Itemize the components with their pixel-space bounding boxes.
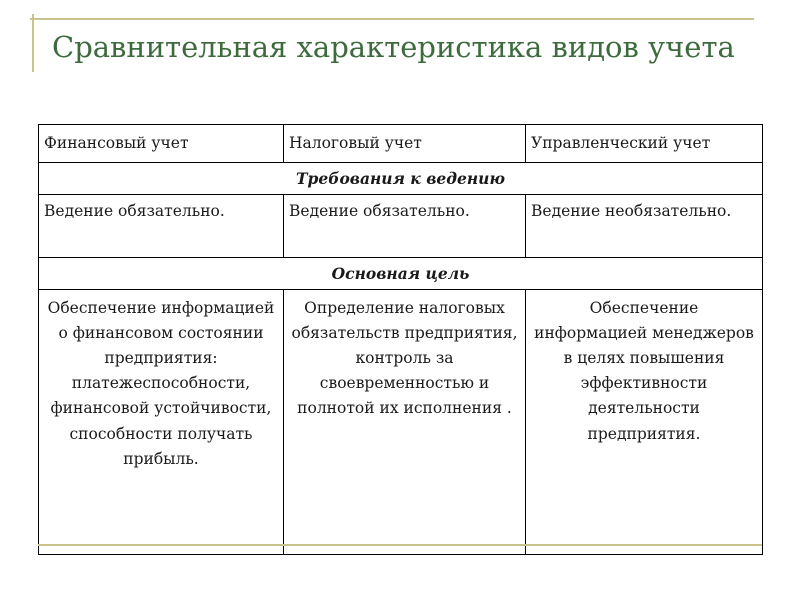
decorative-vertical-line xyxy=(32,14,34,72)
section-row-goal xyxy=(39,258,763,290)
section-row-requirements xyxy=(39,163,763,195)
requirements-row xyxy=(39,195,763,258)
decorative-horizontal-line xyxy=(30,18,754,20)
comparison-table xyxy=(38,124,763,555)
requirement-financial: Ведение обязательно. xyxy=(39,195,284,258)
requirement-tax: Ведение обязательно. xyxy=(284,195,526,258)
section-title-goal: Основная цель xyxy=(39,258,763,290)
section-title-requirements: Требования к ведению xyxy=(39,163,763,195)
table-header-row xyxy=(39,125,763,163)
decorative-bottom-line xyxy=(38,544,762,546)
goal-managerial: Обеспечение информацией менеджеров в целях повышения эффективности деятельности предприятия. xyxy=(526,290,763,555)
goal-tax: Определение налоговых обязательств предприятия, контроль за своевременностью и полнотой их исполнения . xyxy=(284,290,526,555)
goals-row xyxy=(39,290,763,555)
requirement-managerial: Ведение необязательно. xyxy=(526,195,763,258)
goal-financial: Обеспечение информацией о финансовом состоянии предприятия: платежеспособности, финансовой устойчивости, способности получать прибыль. xyxy=(39,290,284,555)
header-tax: Налоговый учет xyxy=(284,125,526,163)
header-managerial: Управленческий учет xyxy=(526,125,763,163)
slide-title: Сравнительная характеристика видов учета xyxy=(52,30,735,64)
header-financial: Финансовый учет xyxy=(39,125,284,163)
